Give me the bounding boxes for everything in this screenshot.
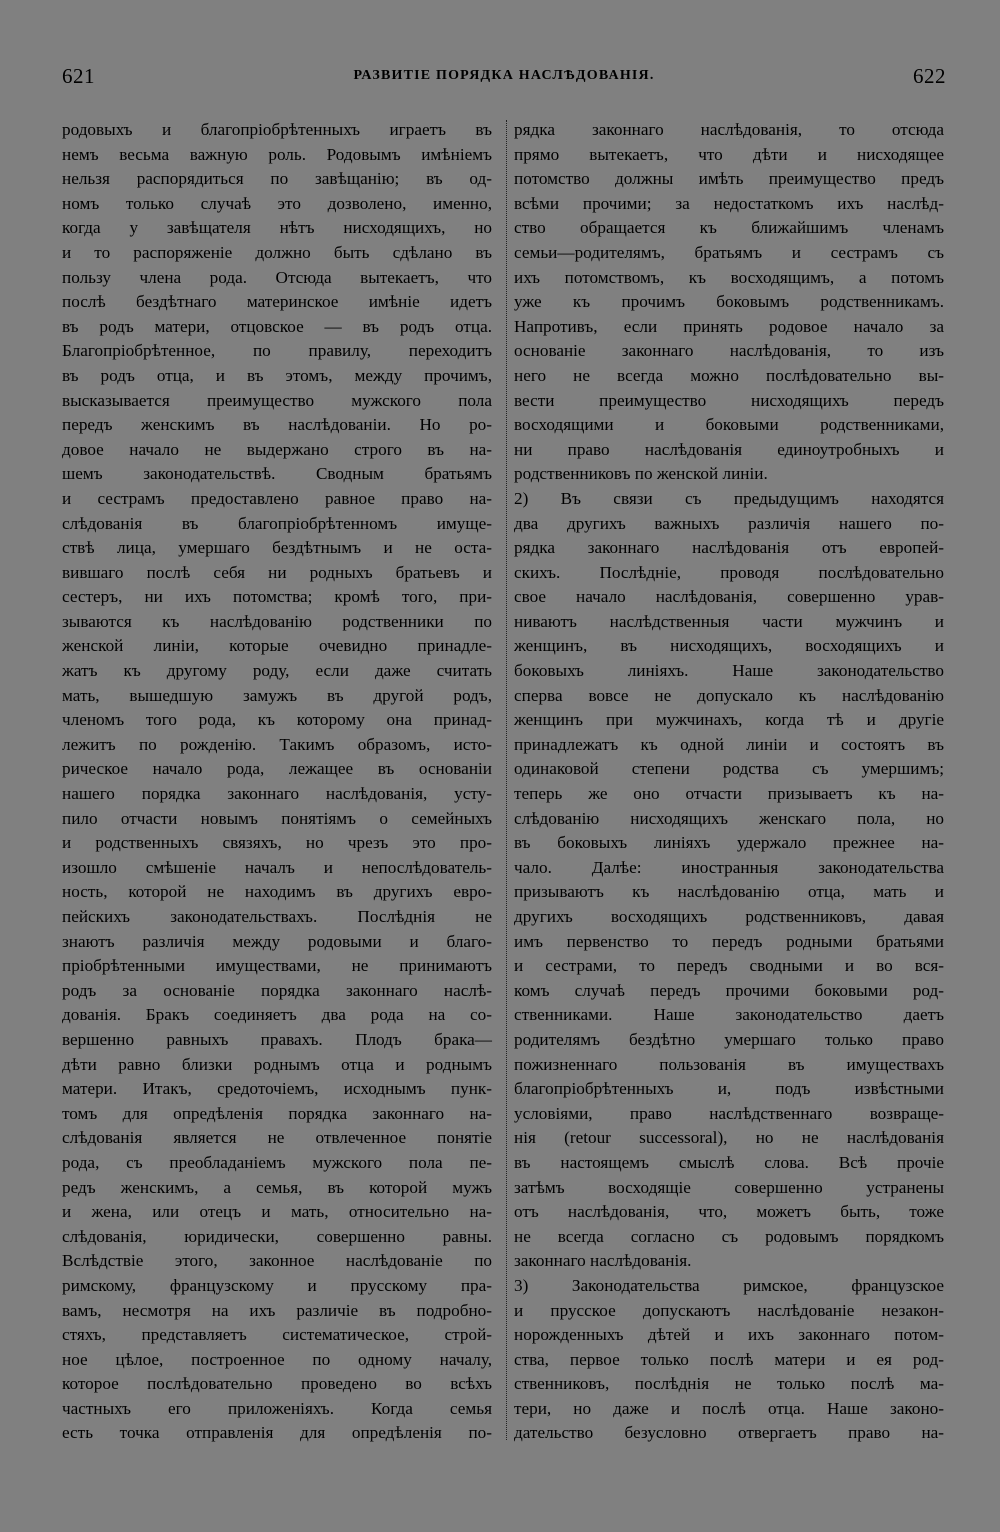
text-line: въ родъ отца, и въ этомъ, между прочимъ, xyxy=(62,365,492,385)
text-line: и жена, или отецъ и мать, относительно на- xyxy=(62,1202,492,1222)
text-line: въ родъ матери, отцовское — въ родъ отца. xyxy=(62,316,492,336)
text-line: шемъ законодательствѣ. Сводным братьямъ xyxy=(62,464,492,484)
text-line: редъ женскимъ, а семья, въ которой мужъ xyxy=(62,1177,492,1197)
text-line: пило отчасти новымъ понятіямъ о семейныхъ xyxy=(62,808,492,828)
text-line: всѣми прочими; за недостаткомъ ихъ наслѣд- xyxy=(514,193,944,213)
text-line: дательство безусловно отвергаетъ право на- xyxy=(514,1423,944,1443)
text-line: нельзя распорядиться по завѣщанію; въ од- xyxy=(62,169,492,189)
text-line: Напротивъ, если принять родовое начало за xyxy=(514,316,944,336)
text-line: ихъ потомствомъ, къ восходящимъ, а потомъ xyxy=(514,267,944,287)
text-line: ствѣ лица, умершаго бездѣтнымъ и не оста- xyxy=(62,538,492,558)
text-line: слѣдованія въ благопріобрѣтенномъ имуще- xyxy=(62,513,492,533)
text-line: 3) Законодательства римское, французское xyxy=(514,1275,944,1295)
text-line: 2) Въ связи съ предыдущимъ находятся xyxy=(514,488,944,508)
text-line: довое начало не выдержано строго въ на- xyxy=(62,439,492,459)
text-line: вести преимущество нисходящихъ передъ xyxy=(514,390,944,410)
text-line: лежитъ по рожденію. Такимъ образомъ, исто- xyxy=(62,734,492,754)
text-line: отъ наслѣдованія, что, можетъ быть, тоже xyxy=(514,1202,944,1222)
text-line: ство обращается къ ближайшимъ членамъ xyxy=(514,218,944,238)
text-line: чало. Далѣе: иностранныя законодательства xyxy=(514,857,944,877)
text-line: ни право наслѣдованія единоутробныхъ и xyxy=(514,439,944,459)
text-line: слѣдованія, юридически, совершенно равны. xyxy=(62,1226,492,1246)
text-line: скихъ. Послѣдніе, проводя послѣдовательно xyxy=(514,562,944,582)
text-line: прямо вытекаетъ, что дѣти и нисходящее xyxy=(514,144,944,164)
text-line: пейскихъ законодательствахъ. Послѣднія не xyxy=(62,907,492,926)
text-line: него не всегда можно послѣдовательно вы- xyxy=(514,365,944,385)
text-line: родъ за основаніе порядка законнаго наслѣ- xyxy=(62,980,492,1000)
text-line: сестеръ, ни ихъ потомства; кромѣ того, при- xyxy=(62,587,492,607)
text-line: жатъ къ другому роду, если даже считать xyxy=(62,661,492,681)
text-line: есть точка отправленія для опредѣленія по- xyxy=(62,1423,492,1443)
text-line: родителямъ бездѣтно умершаго только право xyxy=(514,1029,944,1049)
text-line: условіями, право наслѣдственнаго возвраще- xyxy=(514,1103,944,1123)
left-page-number: 621 xyxy=(62,64,95,88)
text-line: теперь же оно отчасти призываетъ къ на- xyxy=(514,784,944,804)
column-divider xyxy=(506,120,507,1440)
text-line: законнаго наслѣдованія. xyxy=(514,1251,692,1271)
text-line: рядка законнаго наслѣдованія отъ европей- xyxy=(514,538,944,558)
text-line: потомство должны имѣть преимущество предъ xyxy=(514,169,944,189)
text-line: изошло смѣшеніе началъ и непослѣдователь- xyxy=(62,857,492,877)
text-line: другихъ восходящихъ родственниковъ, давая xyxy=(514,907,944,926)
text-line: имъ первенство то передъ родными братьями xyxy=(514,931,944,951)
text-line: и то распоряженіе должно быть сдѣлано въ xyxy=(62,242,492,262)
text-line: пріобрѣтенными имуществами, не принимаютъ xyxy=(62,956,492,976)
text-line: ность, которой не находимъ въ другихъ евро- xyxy=(62,882,492,902)
text-line: боковыхъ линіяхъ. Наше законодательство xyxy=(514,661,944,681)
text-line: въ настоящемъ смыслѣ слова. Всѣ прочіе xyxy=(514,1152,944,1172)
text-line: комъ случаѣ передъ прочими боковыми род- xyxy=(514,980,944,1000)
text-line: два другихъ важныхъ различія нашего по- xyxy=(514,513,944,533)
text-line: ное цѣлое, построенное по одному началу, xyxy=(62,1349,492,1369)
text-line: принадлежатъ къ одной линіи и состоятъ въ xyxy=(514,734,944,754)
text-line: ственниковъ, послѣднія не только послѣ ма- xyxy=(514,1374,944,1394)
text-line: женской линіи, которые очевидно принадле- xyxy=(62,636,492,656)
text-line: дованія. Бракъ соединяетъ два рода на со- xyxy=(62,1005,492,1025)
text-line: женщинъ при мужчинахъ, когда тѣ и другіе xyxy=(514,710,944,730)
text-line: восходящими и боковыми родственниками, xyxy=(514,415,944,435)
text-line: ниваютъ наслѣдственныя части мужчинъ и xyxy=(514,611,944,631)
text-line: пожизненнаго пользованія въ имуществахъ xyxy=(514,1054,944,1074)
text-line: частныхъ его приложеніяхъ. Когда семья xyxy=(62,1398,492,1418)
text-line: призываютъ къ наслѣдованію отца, мать и xyxy=(514,882,944,902)
text-line: въ боковыхъ линіяхъ удержало прежнее на- xyxy=(514,833,944,853)
text-line: и сестрамъ предоставлено равное право на- xyxy=(62,488,492,508)
text-line: матери. Итакъ, средоточіемъ, исходнымъ пунк- xyxy=(62,1079,492,1099)
text-line: зываются къ наслѣдованію родственники по xyxy=(62,611,492,631)
text-line: дѣти равно близки роднымъ отца и роднымъ xyxy=(62,1054,492,1074)
text-line: томъ для опредѣленія порядка законнаго на- xyxy=(62,1103,492,1123)
text-line: нія (retour successoral), но не наслѣдованія xyxy=(514,1128,944,1148)
right-text-column xyxy=(514,118,944,1446)
text-line: основаніе законнаго наслѣдованія, то изъ xyxy=(514,341,944,361)
text-line: сперва вовсе не допускало къ наслѣдованію xyxy=(514,685,944,705)
text-line: тери, но даже и послѣ отца. Наше законо- xyxy=(514,1398,944,1418)
text-line: членомъ того рода, къ которому она принад- xyxy=(62,710,492,730)
text-line: рическое начало рода, лежащее въ основаніи xyxy=(62,759,492,779)
right-page-number: 622 xyxy=(913,64,946,88)
text-line: которое послѣдовательно проведено во всѣхъ xyxy=(62,1374,492,1394)
text-line: высказывается преимущество мужского пола xyxy=(62,390,492,410)
text-line: рядка законнаго наслѣдованія, то отсюда xyxy=(514,120,944,139)
text-line: стяхъ, представляетъ систематическое, строй- xyxy=(62,1325,492,1345)
text-line: ства, первое только послѣ матери и ея род- xyxy=(514,1349,944,1369)
text-line: вамъ, несмотря на ихъ различіе въ подробно- xyxy=(62,1300,492,1320)
text-line: благопріобрѣтенныхъ и, подъ извѣстными xyxy=(514,1079,944,1099)
text-line: ственниками. Наше законодательство даетъ xyxy=(514,1005,944,1025)
running-title: РАЗВИТІЕ ПОРЯДКА НАСЛѢДОВАНІЯ. xyxy=(353,68,655,83)
text-line: знаютъ различія между родовыми и благо- xyxy=(62,931,492,951)
text-line: когда у завѣщателя нѣтъ нисходящихъ, но xyxy=(62,218,492,238)
text-line: мать, вышедшую замужъ въ другой родъ, xyxy=(62,685,492,705)
text-line: вершенно равныхъ правахъ. Плодъ брака— xyxy=(62,1029,492,1049)
text-line: и сестрами, то передъ сводными и во вся- xyxy=(514,956,944,976)
text-line: семьи—родителямъ, братьямъ и сестрамъ съ xyxy=(514,242,944,262)
left-text-column xyxy=(62,118,492,1446)
text-line: родовыхъ и благопріобрѣтенныхъ играетъ въ xyxy=(62,120,492,139)
text-line: вившаго послѣ себя ни родныхъ братьевъ и xyxy=(62,562,492,582)
text-line: и прусское допускаютъ наслѣдованіе незакон- xyxy=(514,1300,944,1320)
text-line: нашего порядка законнаго наслѣдованія, усту- xyxy=(62,784,492,804)
text-line: послѣ бездѣтнаго материнское имѣніе идетъ xyxy=(62,292,492,312)
text-line: Благопріобрѣтенное, по правилу, переходитъ xyxy=(62,341,492,361)
text-line: женщинъ, въ нисходящихъ, восходящихъ и xyxy=(514,636,944,656)
text-line: римскому, французскому и прусскому пра- xyxy=(62,1275,492,1295)
text-line: пользу члена рода. Отсюда вытекаетъ, что xyxy=(62,267,492,287)
text-line: не всегда согласно съ родовымъ порядкомъ xyxy=(514,1226,944,1246)
text-line: слѣдованію нисходящихъ женскаго пола, но xyxy=(514,808,944,828)
text-line: Вслѣдствіе этого, законное наслѣдованіе по xyxy=(62,1251,492,1271)
text-line: затѣмъ восходящіе совершенно устранены xyxy=(514,1177,944,1197)
text-line: родственниковъ по женской линіи. xyxy=(514,464,768,484)
text-line: номъ только случаѣ это дозволено, именно, xyxy=(62,193,492,213)
text-line: норожденныхъ дѣтей и ихъ законнаго потом- xyxy=(514,1325,944,1345)
text-line: рода, съ преобладаніемъ мужского пола пе- xyxy=(62,1152,492,1172)
text-line: передъ женскимъ въ наслѣдованіи. Но ро- xyxy=(62,415,492,435)
page-header xyxy=(62,64,946,92)
text-line: одинаковой степени родства съ умершимъ; xyxy=(514,759,944,779)
text-line: уже къ прочимъ боковымъ родственникамъ. xyxy=(514,292,944,312)
text-line: немъ весьма важную роль. Родовымъ имѣніемъ xyxy=(62,144,492,164)
text-line: и родственныхъ связяхъ, но чрезъ это про- xyxy=(62,833,492,853)
text-line: свое начало наслѣдованія, совершенно урав- xyxy=(514,587,944,607)
text-line: слѣдованія является не отвлеченное понятіе xyxy=(62,1128,492,1148)
